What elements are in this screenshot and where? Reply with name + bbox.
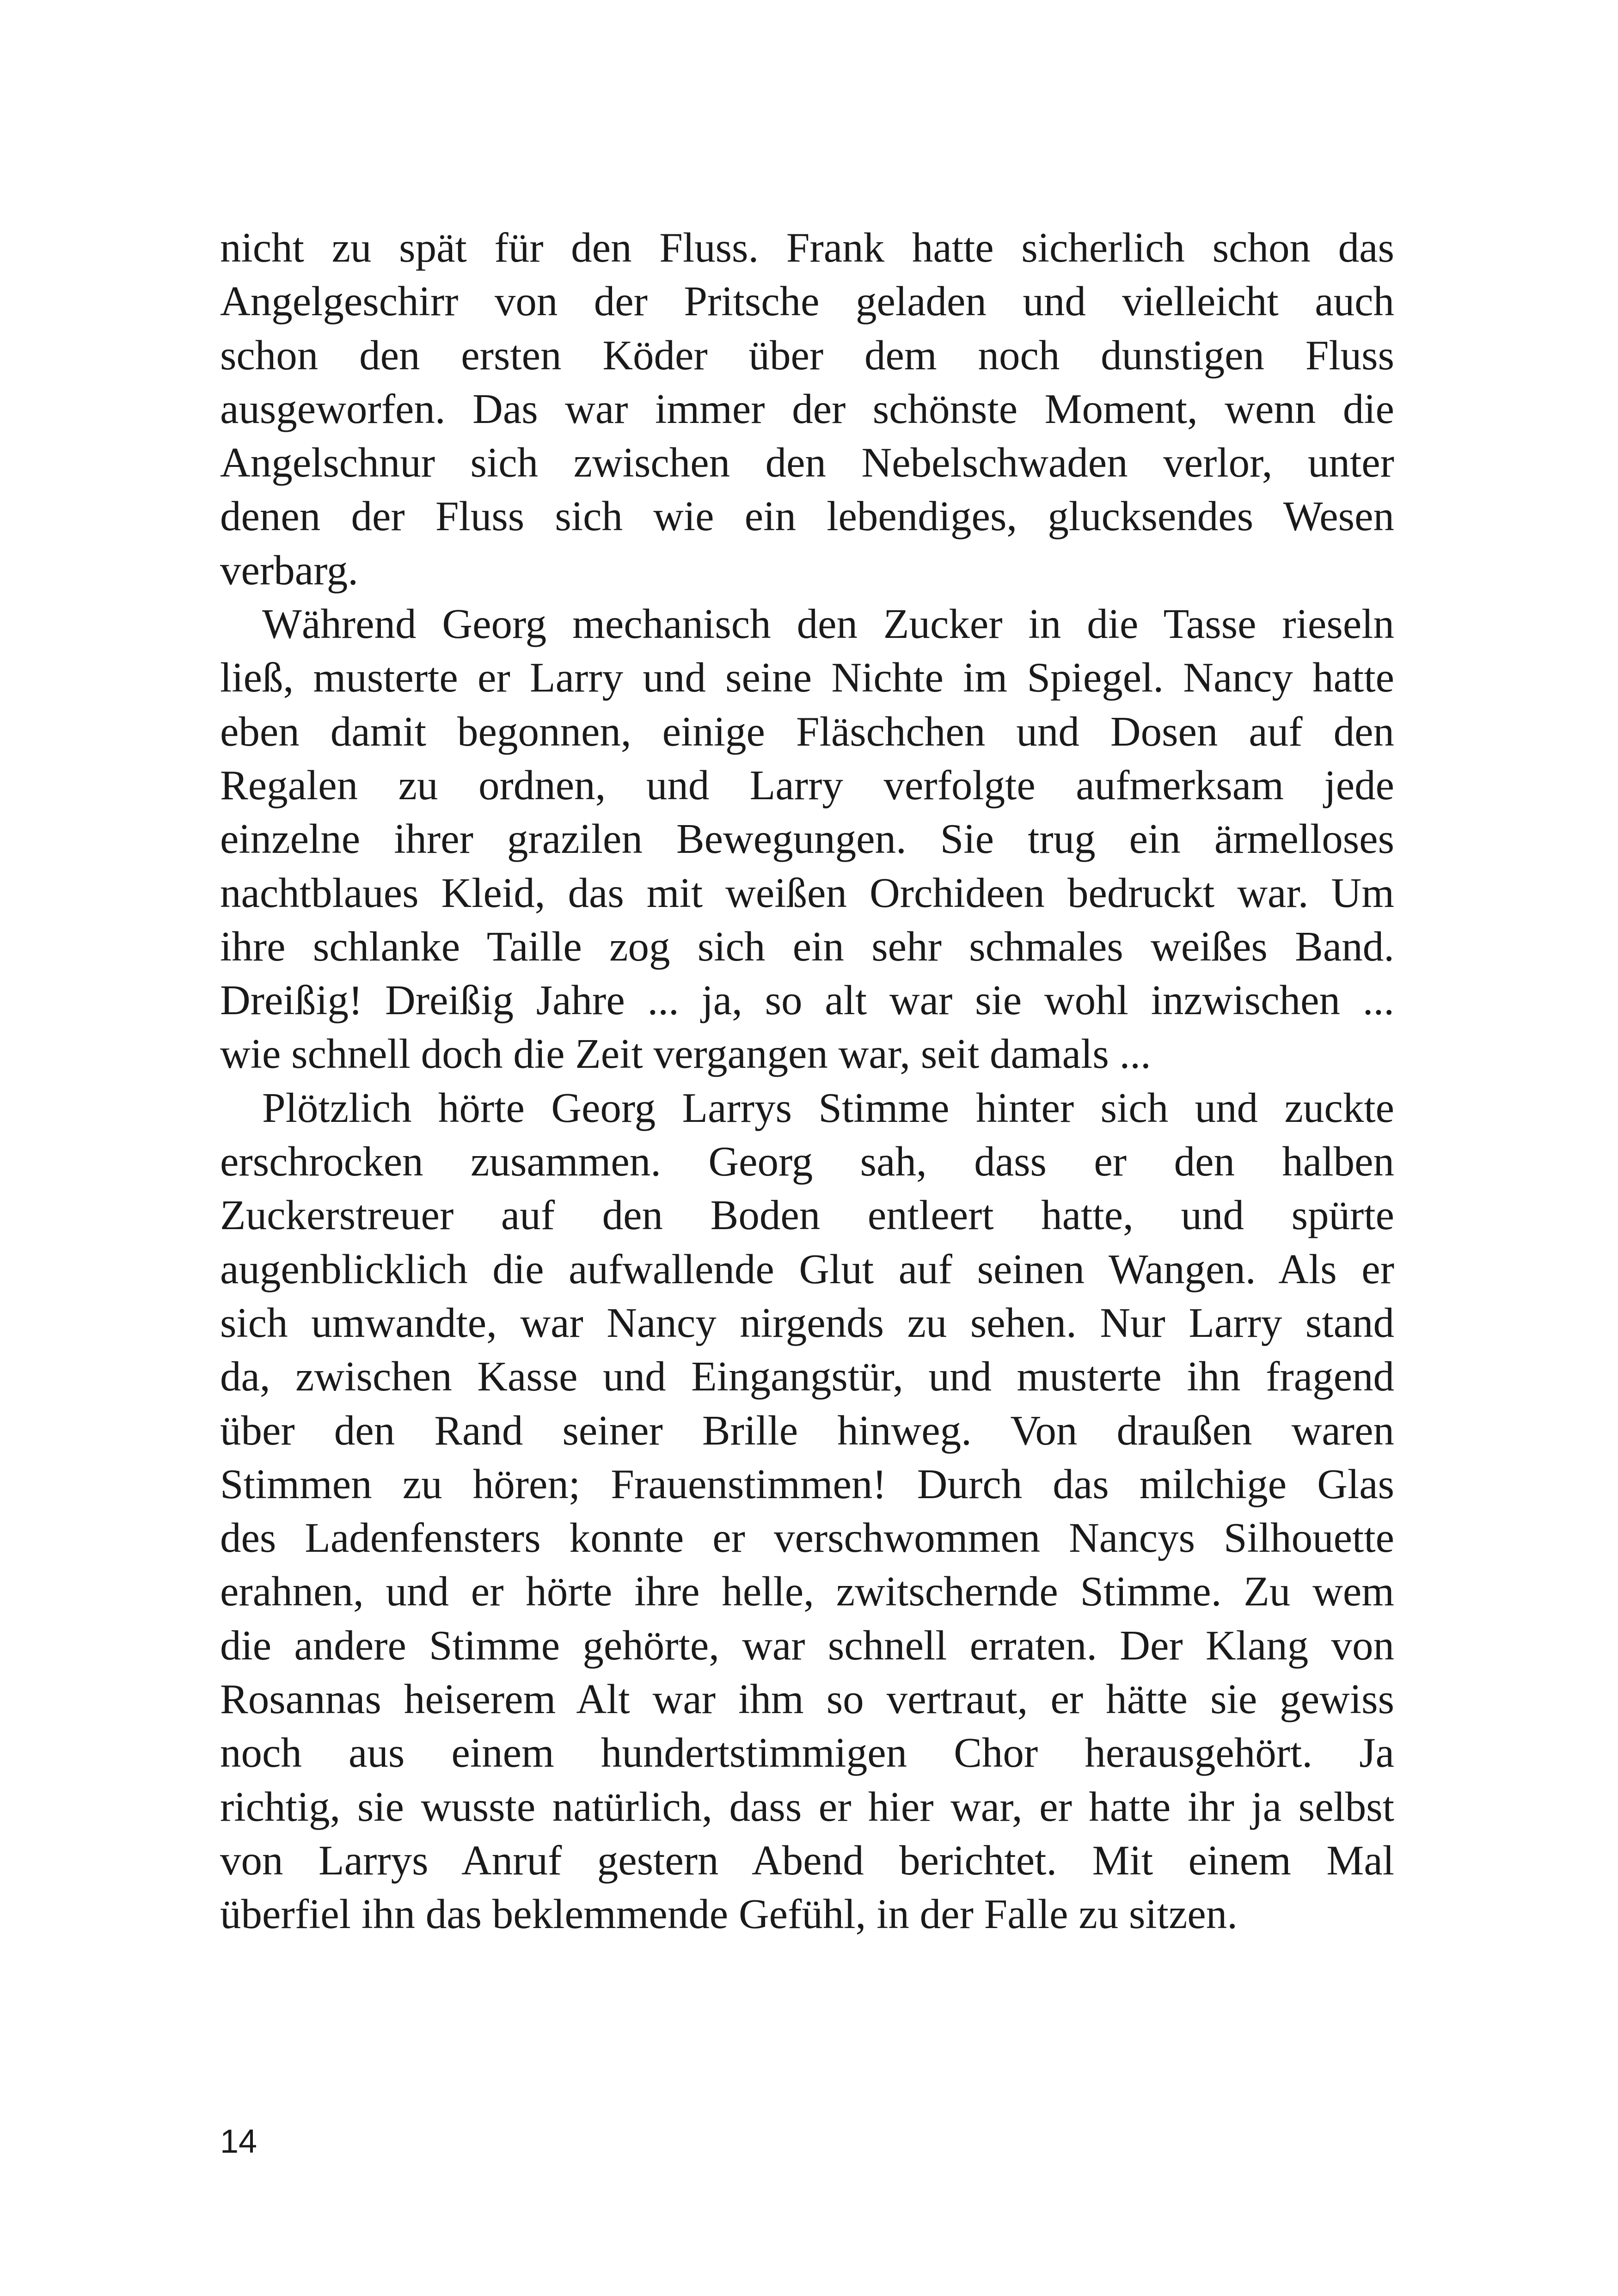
text-line: Regalen zu ordnen, und Larry verfolgte aufmerksam jede [220, 761, 1394, 808]
page-number: 14 [220, 2123, 257, 2160]
text-line: die andere Stimme gehörte, war schnell erraten. Der Klang von [220, 1622, 1394, 1669]
text-line: sich umwandte, war Nancy nirgends zu sehen. Nur Larry stand [220, 1299, 1394, 1346]
text-line: Rosannas heiserem Alt war ihm so vertraut, er hätte sie gewiss [220, 1676, 1394, 1723]
text-line: Zuckerstreuer auf den Boden entleert hatte, und spürte [220, 1192, 1394, 1239]
text-line: Plötzlich hörte Georg Larrys Stimme hinter sich und zuckte [262, 1084, 1394, 1131]
text-line: einzelne ihrer grazilen Bewegungen. Sie trug ein ärmelloses [220, 815, 1394, 863]
text-line: da, zwischen Kasse und Eingangstür, und musterte ihn fragend [220, 1353, 1394, 1400]
text-line: über den Rand seiner Brille hinweg. Von draußen waren [220, 1407, 1394, 1454]
text-line: Stimmen zu hören; Frauenstimmen! Durch das milchige Glas [220, 1460, 1394, 1507]
text-line: augenblicklich die aufwallende Glut auf seinen Wangen. Als er [220, 1245, 1394, 1292]
paragraph [220, 597, 1394, 1081]
text-line: ihre schlanke Taille zog sich ein sehr schmales weißes Band. [220, 923, 1394, 970]
body-text [220, 221, 1394, 1941]
text-line: wie schnell doch die Zeit vergangen war, seit damals ... [220, 1030, 1151, 1078]
text-line: Während Georg mechanisch den Zucker in die Tasse rieseln [262, 600, 1394, 648]
text-line: erschrocken zusammen. Georg sah, dass er den halben [220, 1138, 1394, 1185]
text-line: von Larrys Anruf gestern Abend berichtet. Mit einem Mal [220, 1837, 1394, 1884]
paragraph [220, 1081, 1394, 1941]
text-line: des Ladenfensters konnte er verschwommen Nancys Silhouette [220, 1514, 1394, 1561]
text-line: Angelschnur sich zwischen den Nebelschwaden verlor, unter [220, 439, 1394, 486]
text-line: noch aus einem hundertstimmigen Chor herausgehört. Ja [220, 1729, 1394, 1776]
paragraph [220, 221, 1394, 597]
text-line: ausgeworfen. Das war immer der schönste Moment, wenn die [220, 385, 1394, 432]
text-line: Angelgeschirr von der Pritsche geladen und vielleicht auch [220, 278, 1394, 325]
text-line: richtig, sie wusste natürlich, dass er hier war, er hatte ihr ja selbst [220, 1783, 1394, 1830]
text-line: überfiel ihn das beklemmende Gefühl, in der Falle zu sitzen. [220, 1891, 1238, 1938]
text-line: eben damit begonnen, einige Fläschchen und Dosen auf den [220, 708, 1394, 755]
text-line: nicht zu spät für den Fluss. Frank hatte sicherlich schon das [220, 224, 1394, 271]
text-line: verbarg. [220, 546, 358, 594]
text-line: denen der Fluss sich wie ein lebendiges, glucksendes Wesen [220, 493, 1394, 540]
text-line: Dreißig! Dreißig Jahre ... ja, so alt war sie wohl inzwischen ... [220, 977, 1394, 1024]
text-line: ließ, musterte er Larry und seine Nichte im Spiegel. Nancy hatte [220, 654, 1394, 701]
text-line: schon den ersten Köder über dem noch dunstigen Fluss [220, 331, 1394, 379]
text-line: erahnen, und er hörte ihre helle, zwitschernde Stimme. Zu wem [220, 1568, 1394, 1615]
text-line: nachtblaues Kleid, das mit weißen Orchideen bedruckt war. Um [220, 869, 1394, 916]
